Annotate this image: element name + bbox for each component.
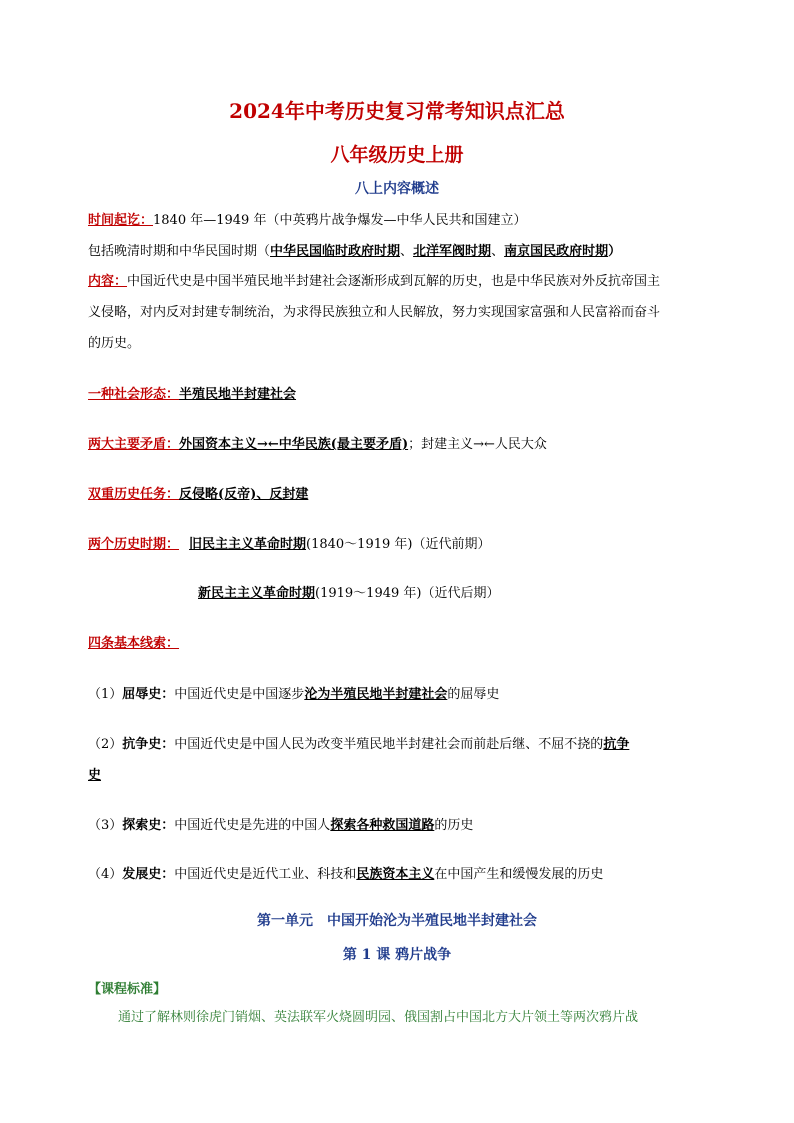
- periods-two-line-1: [88, 533, 718, 552]
- tasks-line: [88, 483, 718, 502]
- period-1: 中华民国临时政府时期: [270, 244, 401, 259]
- tasks-value: 反侵略(反帝)、反封建: [179, 487, 309, 502]
- clue-item: [88, 863, 718, 882]
- social-form-value: 半殖民地半封建社会: [179, 387, 297, 402]
- new-democratic-period: 新民主主义革命时期: [198, 586, 316, 601]
- periods-suffix: ）: [608, 244, 622, 259]
- lesson-heading: 第 1 课 鸦片战争: [342, 947, 452, 963]
- clue-name: 屈辱史：: [122, 687, 175, 702]
- periods-line: [88, 240, 718, 259]
- clues-label: 四条基本线索：: [88, 636, 180, 651]
- time-range-line: [88, 209, 718, 228]
- periods-sep-2: 、: [491, 244, 505, 259]
- period-2: 北洋军阀时期: [413, 244, 492, 259]
- tasks-label: 双重历史任务：: [88, 487, 180, 502]
- clue-item: [88, 683, 718, 702]
- contradiction-main: 外国资本主义→←中华民族(最主要矛盾): [179, 437, 409, 452]
- clue-text: 中国近代史是先进的中国人: [174, 818, 331, 833]
- contradiction-other: ；封建主义→←人民大众: [408, 437, 547, 452]
- periods-two-line-2: [198, 582, 794, 601]
- clue-text: 中国近代史是中国逐步: [174, 687, 305, 702]
- periods-two-label: 两个历史时期：: [88, 537, 180, 552]
- contradictions-line: [88, 433, 718, 452]
- clue-number: （4）: [88, 867, 123, 882]
- old-period-range: (1840～1919 年)（近代前期）: [306, 537, 491, 552]
- content-line-2: 义侵略，对内反对封建专制统治，为求得民族独立和人民解放，努力实现国家富强和人民富裕而奋斗: [88, 305, 661, 320]
- contradictions-label: 两大主要矛盾：: [88, 437, 180, 452]
- page-subtitle: 八年级历史上册: [330, 144, 464, 166]
- clues-heading: [88, 632, 718, 651]
- time-range-value: 1840 年—1949 年（中英鸦片战争爆发—中华人民共和国建立）: [153, 213, 527, 228]
- social-form-line: [88, 383, 718, 402]
- content-line-1: [88, 270, 718, 289]
- clue-key: 民族资本主义: [356, 867, 435, 882]
- unit-heading: 第一单元 中国开始沦为半殖民地半封建社会: [257, 913, 537, 929]
- clue-key: 探索各种救国道路: [330, 818, 435, 833]
- content-line-3: 的历史。: [88, 336, 141, 351]
- old-democratic-period: 旧民主主义革命时期: [189, 537, 307, 552]
- time-range-label: 时间起讫：: [88, 213, 154, 228]
- period-3: 南京国民政府时期: [504, 244, 609, 259]
- page-title: 2024年中考历史复习常考知识点汇总: [229, 99, 565, 123]
- clue-item-continued: [88, 764, 718, 783]
- clue-item: [88, 814, 718, 833]
- clue-name: 发展史：: [122, 867, 175, 882]
- periods-sep-1: 、: [400, 244, 414, 259]
- clue-text-post: 的历史: [434, 818, 474, 833]
- content-label: 内容：: [88, 274, 128, 289]
- clue-number: （2）: [88, 737, 123, 752]
- course-standard-text: 通过了解林则徐虎门销烟、英法联军火烧圆明园、俄国割占中国北方大片领土等两次鸦片战: [118, 1010, 639, 1025]
- clue-name: 抗争史：: [122, 737, 175, 752]
- new-period-range: (1919～1949 年)（近代后期）: [315, 586, 500, 601]
- content-text-1: 中国近代史是中国半殖民地半封建社会逐渐形成到瓦解的历史，也是中华民族对外反抗帝国主: [127, 274, 661, 289]
- clue-key: 沦为半殖民地半封建社会: [304, 687, 448, 702]
- clue-text: 中国近代史是中国人民为改变半殖民地半封建社会而前赴后继、不屈不挠的: [174, 737, 604, 752]
- clue-text: 中国近代史是近代工业、科技和: [174, 867, 357, 882]
- clue-key: 抗争: [603, 737, 630, 752]
- clue-number: （1）: [88, 687, 123, 702]
- clue-key-continued: 史: [88, 768, 102, 783]
- section-heading: 八上内容概述: [355, 181, 439, 197]
- clue-item: [88, 733, 718, 752]
- clue-text-post: 在中国产生和缓慢发展的历史: [434, 867, 604, 882]
- clue-number: （3）: [88, 818, 123, 833]
- course-standard-label: 【课程标准】: [88, 982, 167, 997]
- clue-name: 探索史：: [122, 818, 175, 833]
- periods-prefix: 包括晚清时期和中华民国时期（: [88, 244, 271, 259]
- social-form-label: 一种社会形态：: [88, 387, 180, 402]
- clue-text-post: 的屈辱史: [447, 687, 500, 702]
